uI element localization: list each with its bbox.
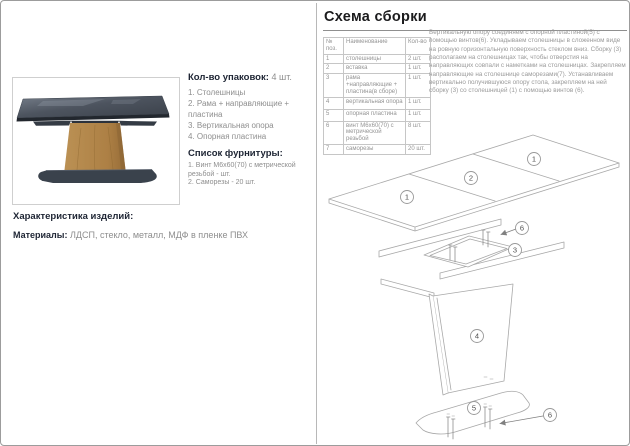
cell-qty: 1 шт. — [406, 97, 431, 109]
cell-name: опорная пластина — [344, 109, 406, 121]
cell-name: винт М6х60(70) с метрической резьбой — [344, 121, 406, 144]
cell-name: вертикальная опора — [344, 97, 406, 109]
cell-pos: 7 — [324, 144, 344, 154]
label-text: 3 — [512, 245, 518, 255]
cell-name: рама +направляющие + пластина(в сборе) — [344, 74, 406, 97]
header-qty: Кол-во — [406, 38, 431, 55]
header-pos: № поз. — [324, 38, 344, 55]
cell-name: вставка — [344, 64, 406, 74]
label-text: 1 — [404, 192, 410, 202]
packages-count: 4 шт. — [271, 72, 292, 82]
cell-qty: 2 шт. — [406, 54, 431, 64]
label-text: 2 — [468, 173, 474, 183]
label-text: 1 — [531, 154, 537, 164]
cell-qty: 8 шт. — [406, 121, 431, 144]
product-photo — [12, 77, 180, 205]
cell-pos: 1 — [324, 54, 344, 64]
table-row — [324, 54, 431, 64]
package-item: 3. Вертикальная опора — [188, 121, 274, 130]
cell-pos: 5 — [324, 109, 344, 121]
cell-pos: 2 — [324, 64, 344, 74]
label-text: 4 — [474, 331, 480, 341]
label-bolts-lower — [544, 409, 557, 422]
arrow-upper-bolts — [501, 229, 516, 235]
hardware-heading: Список фурнитуры: — [188, 148, 283, 159]
cell-qty: 1 шт. — [406, 74, 431, 97]
cell-pos: 3 — [324, 74, 344, 97]
cell-name: столешницы — [344, 54, 406, 64]
cell-qty: 1 шт. — [406, 64, 431, 74]
base-plate-photo — [38, 170, 157, 184]
table-row — [324, 109, 431, 121]
label-text: 5 — [471, 403, 477, 413]
product-photo-illustration — [13, 78, 177, 202]
cell-qty: 1 шт. — [406, 109, 431, 121]
cell-qty: 20 шт. — [406, 144, 431, 154]
materials-value: ЛДСП, стекло, металл, МДФ в пленке ПВХ — [67, 230, 249, 240]
right-wing — [119, 121, 157, 126]
label-bolts-upper — [516, 222, 529, 235]
assembly-instructions: Вертикальную опору соединяем с опорной пластиной(5) с помощью винтов(6). Укладываем столешницы в сложенном виде на ровную горизонтальную поверхность стеклом вниз. Сборку (3) располагаем на столешницах так, чтобы отверстия на направляющих совпали с наметками на столешницах. Закрепляем направляющие на столешнице саморезами(7). Устанавливаем вертикально получившуюся опору стола, закрепляем на ней сборку (3) со столешницей (1) с помощью винтов (6). — [429, 29, 626, 95]
label-tabletop-right — [528, 153, 541, 166]
arrow-lower-bolts — [500, 416, 543, 424]
materials-line — [13, 230, 303, 240]
label-insert — [465, 172, 478, 185]
packages-heading — [188, 72, 309, 83]
characteristics-heading: Характеристика изделий: — [13, 211, 134, 222]
label-base-plate — [468, 402, 481, 415]
label-tabletop-left — [401, 191, 414, 204]
table-row — [324, 97, 431, 109]
diagram-frame-assembly — [379, 219, 564, 298]
materials-label: Материалы: — [13, 230, 68, 240]
hardware-item: 1. Винт М6х60(70) с метрической резьбой - шт. — [188, 162, 296, 178]
package-info — [188, 72, 309, 188]
package-item: 1. Столешницы — [188, 88, 246, 97]
assembly-diagram — [317, 127, 630, 445]
hardware-item: 2. Саморезы - 20 шт. — [188, 179, 256, 186]
cell-pos: 4 — [324, 97, 344, 109]
package-item: 2. Рама + направляющие + пластина — [188, 99, 290, 119]
table-row — [324, 74, 431, 97]
left-wing — [33, 121, 71, 126]
table-header-row — [324, 38, 431, 55]
cell-name: саморезы — [344, 144, 406, 154]
package-item: 4. Опорная пластина — [188, 132, 267, 141]
short-rail — [381, 279, 434, 298]
label-frame — [509, 244, 522, 257]
characteristics-block — [13, 211, 303, 240]
cell-pos: 6 — [324, 121, 344, 144]
label-text: 6 — [547, 410, 553, 420]
diagram-base-plate — [416, 391, 529, 439]
table-row — [324, 64, 431, 74]
packages-heading-label: Кол-во упаковок: — [188, 72, 269, 83]
header-name: Наименование — [344, 38, 406, 55]
label-support — [471, 330, 484, 343]
label-text: 6 — [519, 223, 525, 233]
page-title: Схема сборки — [324, 9, 427, 25]
hardware-list — [188, 162, 309, 188]
packages-list — [188, 87, 309, 142]
